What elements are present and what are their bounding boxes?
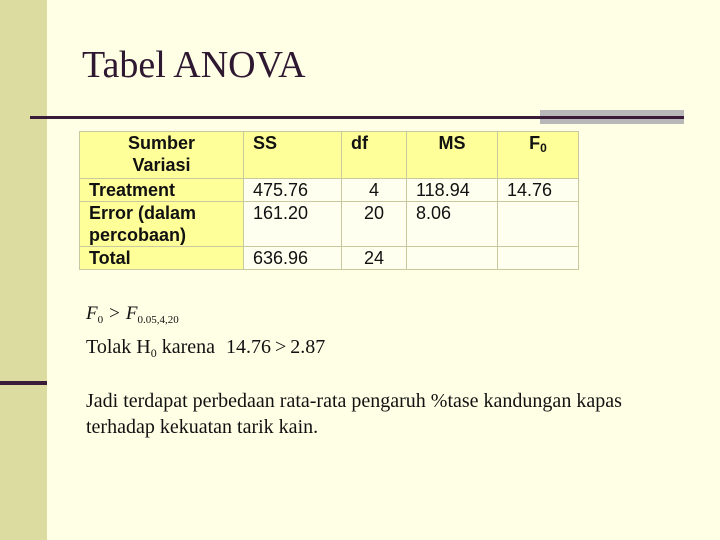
- table-row: [80, 179, 579, 202]
- row-df: 20: [342, 202, 407, 247]
- header-df: df: [342, 132, 407, 179]
- row-source: Total: [80, 247, 244, 270]
- f-test-formula: [86, 303, 179, 326]
- title-rule-accent-block: [540, 110, 684, 124]
- formula-rhs: F: [125, 303, 138, 324]
- slide-title: Tabel ANOVA: [82, 44, 306, 86]
- header-f0: [498, 132, 579, 179]
- formula-lhs-sub: 0: [97, 314, 104, 326]
- header-sumber-variasi: [80, 132, 244, 179]
- table-row: [80, 247, 579, 270]
- row-source-line2: percobaan): [89, 225, 187, 245]
- conclusion-left-value: 14.76: [226, 336, 271, 358]
- row-ms: 118.94: [407, 179, 498, 202]
- row-f0: [498, 247, 579, 270]
- conclusion-line: [86, 336, 325, 361]
- conclusion-right-value: 2.87: [290, 336, 326, 358]
- conclusion-karena: karena: [161, 336, 215, 358]
- header-f0-sub: 0: [540, 141, 547, 155]
- row-df: 24: [342, 247, 407, 270]
- row-source: [80, 202, 244, 247]
- formula-lhs: F: [86, 303, 98, 324]
- row-f0: 14.76: [498, 179, 579, 202]
- row-ms: [407, 247, 498, 270]
- header-ms: MS: [407, 132, 498, 179]
- left-decor-band: [0, 0, 47, 540]
- conclusion-prefix: Tolak H: [86, 336, 151, 358]
- row-ss: 475.76: [244, 179, 342, 202]
- header-sumber-line1: Sumber: [127, 133, 196, 153]
- row-df: 4: [342, 179, 407, 202]
- header-ss: SS: [244, 132, 342, 179]
- conclusion-paragraph: Jadi terdapat perbedaan rata-rata pengaruh %tase kandungan kapas terhadap kekuatan tarik kain.: [86, 390, 622, 438]
- table-row: [80, 202, 579, 247]
- header-sumber-line2: Variasi: [132, 155, 191, 175]
- row-source: Treatment: [80, 179, 244, 202]
- anova-table: [79, 131, 579, 270]
- row-source-line1: Error (dalam: [89, 203, 197, 223]
- row-ms: 8.06: [407, 202, 498, 247]
- table-header-row: [80, 132, 579, 179]
- left-band-rule: [0, 381, 47, 385]
- formula-operator: >: [109, 303, 120, 324]
- row-f0: [498, 202, 579, 247]
- header-f0-main: F: [529, 133, 541, 153]
- row-ss: 636.96: [244, 247, 342, 270]
- conclusion-operator: >: [275, 336, 287, 358]
- row-ss: 161.20: [244, 202, 342, 247]
- conclusion-h-sub: 0: [150, 346, 157, 360]
- formula-rhs-sub: 0.05,4,20: [137, 314, 179, 326]
